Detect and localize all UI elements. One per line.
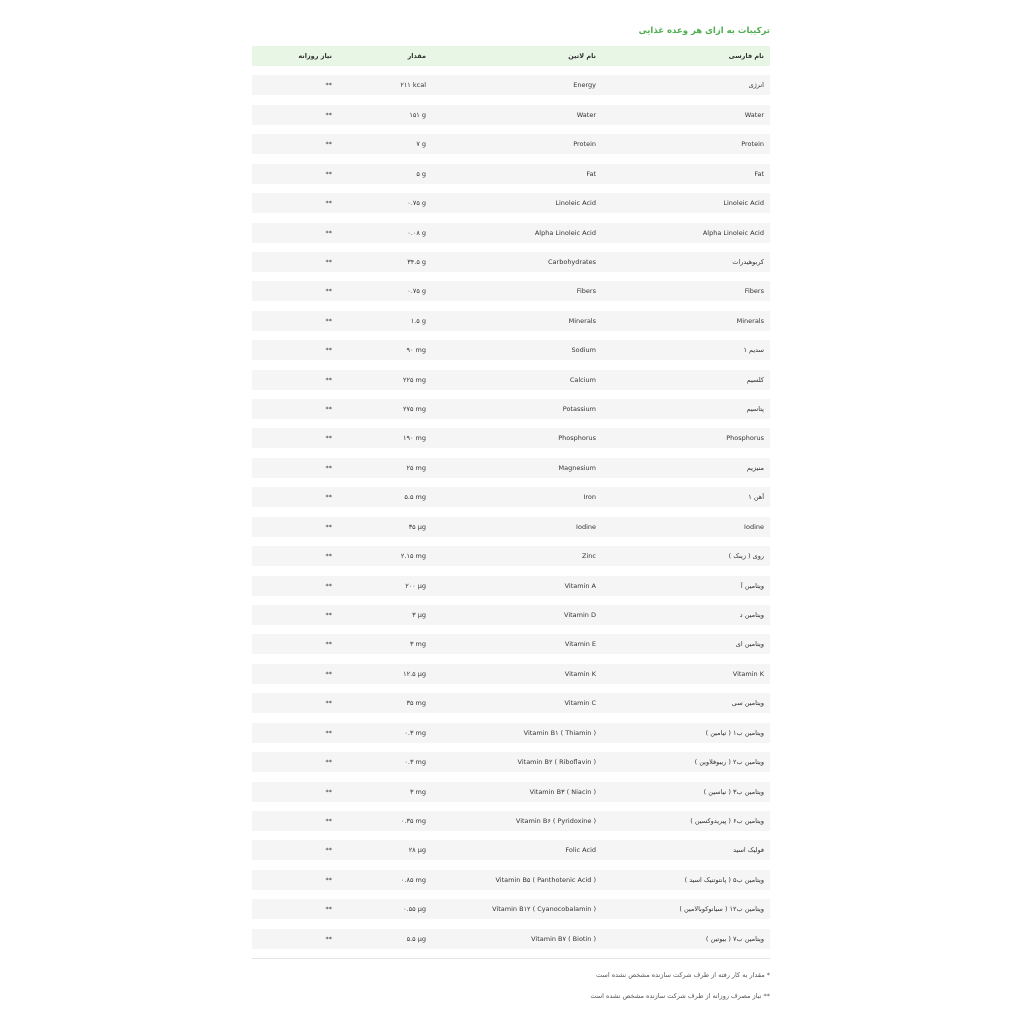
header-amount: مقدار: [407, 52, 426, 60]
cell-daily: **: [325, 846, 332, 855]
cell-latin: Folic Acid: [565, 846, 596, 855]
cell-daily: **: [325, 346, 332, 355]
table-row: [252, 487, 770, 507]
cell-latin: Vitamin K: [564, 669, 596, 678]
table-row: [252, 105, 770, 125]
table-row: [252, 399, 770, 419]
cell-latin: Vitamin E: [564, 640, 596, 649]
table-row: [252, 193, 770, 213]
cell-latin: Carbohydrates: [548, 257, 596, 266]
cell-amount: ۲۱۱ kcal: [400, 81, 426, 90]
cell-farsi: ویتامین ب۱ ( تیامین ): [705, 728, 764, 737]
table-row: [252, 664, 770, 684]
cell-farsi: منیزیم: [746, 463, 764, 472]
cell-farsi: Fibers: [744, 287, 764, 296]
footnote-single-star: * مقدار به کار رفته از طرف شرکت سازنده مشخص نشده است: [596, 970, 770, 979]
cell-daily: **: [325, 816, 332, 825]
table-row: [252, 811, 770, 831]
cell-latin: Vitamin B۱۲ ( Cyanocobalamin ): [492, 905, 596, 914]
cell-amount: ۲۲۵ mg: [403, 375, 426, 384]
cell-farsi: ویتامین آ: [740, 581, 764, 590]
cell-amount: ۲۰۰ µg: [405, 581, 426, 590]
cell-farsi: Fat: [754, 169, 764, 178]
cell-farsi: انرژی: [748, 81, 764, 90]
table-row: [252, 311, 770, 331]
cell-amount: ۲۵ mg: [406, 463, 426, 472]
cell-farsi: Linoleic Acid: [723, 199, 764, 208]
table-row: [252, 605, 770, 625]
cell-latin: Minerals: [568, 316, 596, 325]
cell-daily: **: [325, 81, 332, 90]
cell-daily: **: [325, 905, 332, 914]
cell-latin: Calcium: [569, 375, 596, 384]
table-row: [252, 517, 770, 537]
cell-daily: **: [325, 316, 332, 325]
table-body: [252, 75, 770, 948]
table-row: [252, 546, 770, 566]
table-row: [252, 840, 770, 860]
cell-farsi: فولیک اسید: [733, 846, 764, 855]
table-row: [252, 899, 770, 919]
cell-latin: Vitamin B۳ ( Niacin ): [529, 787, 596, 796]
cell-farsi: Phosphorus: [726, 434, 764, 443]
cell-latin: Energy: [573, 81, 596, 90]
cell-amount: ۳۵ mg: [406, 699, 426, 708]
table-header: [252, 46, 770, 66]
cell-latin: Vitamin B۲ ( Riboflavin ): [517, 758, 596, 767]
cell-farsi: Vitamin K: [732, 669, 764, 678]
cell-amount: ۱.۵ g: [410, 316, 426, 325]
cell-daily: **: [325, 493, 332, 502]
cell-farsi: Protein: [741, 140, 764, 149]
cell-amount: ۳ mg: [409, 787, 426, 796]
cell-latin: Protein: [573, 140, 596, 149]
table-row: [252, 340, 770, 360]
cell-amount: ۵ g: [416, 169, 426, 178]
cell-daily: **: [325, 257, 332, 266]
cell-farsi: کلسیم: [746, 375, 764, 384]
cell-daily: **: [325, 140, 332, 149]
cell-amount: ۰.۳ mg: [404, 728, 426, 737]
table-row: [252, 929, 770, 949]
cell-latin: Iron: [583, 493, 596, 502]
cell-latin: Fat: [586, 169, 596, 178]
cell-daily: **: [325, 169, 332, 178]
cell-amount: ۰.۷۵ g: [407, 287, 426, 296]
cell-amount: ۵.۵ mg: [404, 493, 426, 502]
cell-latin: Fibers: [576, 287, 596, 296]
cell-farsi: ویتامین ب۷ ( بیوتین ): [705, 934, 764, 943]
header-daily: نیاز روزانه: [298, 52, 332, 60]
cell-amount: ۱۵۱ g: [409, 110, 426, 119]
cell-amount: ۹۰ mg: [406, 346, 426, 355]
cell-amount: ۱۲.۵ µg: [403, 669, 426, 678]
cell-farsi: کربوهیدرات: [732, 257, 764, 266]
cell-daily: **: [325, 110, 332, 119]
cell-latin: Vitamin B۷ ( Biotin ): [531, 934, 596, 943]
table-row: [252, 634, 770, 654]
cell-daily: **: [325, 522, 332, 531]
table-row: [252, 428, 770, 448]
cell-amount: ۲۷۵ mg: [403, 405, 426, 414]
table-row: [252, 164, 770, 184]
cell-latin: Vitamin B۶ ( Pyridoxine ): [515, 816, 596, 825]
table-row: [252, 576, 770, 596]
cell-amount: ۰.۳۵ mg: [400, 816, 426, 825]
cell-farsi: ویتامین ب۲ ( ریبوفلاوین ): [694, 758, 764, 767]
cell-farsi: پتاسیم: [746, 405, 764, 414]
table-divider: [252, 958, 770, 959]
table-row: [252, 134, 770, 154]
cell-daily: **: [325, 434, 332, 443]
cell-daily: **: [325, 611, 332, 620]
cell-latin: Vitamin B۵ ( Panthotenic Acid ): [495, 875, 596, 884]
cell-farsi: Minerals: [736, 316, 764, 325]
cell-amount: ۷ g: [416, 140, 426, 149]
cell-daily: **: [325, 934, 332, 943]
table-row: [252, 870, 770, 890]
table-row: [252, 782, 770, 802]
table-row: [252, 75, 770, 95]
cell-farsi: Alpha Linoleic Acid: [702, 228, 764, 237]
cell-daily: **: [325, 728, 332, 737]
cell-latin: Phosphorus: [558, 434, 596, 443]
cell-daily: **: [325, 287, 332, 296]
table-row: [252, 458, 770, 478]
cell-farsi: Water: [744, 110, 764, 119]
cell-daily: **: [325, 758, 332, 767]
cell-latin: Iodine: [576, 522, 596, 531]
cell-latin: Linoleic Acid: [555, 199, 596, 208]
cell-daily: **: [325, 787, 332, 796]
cell-latin: Sodium: [571, 346, 596, 355]
table-row: [252, 723, 770, 743]
cell-latin: Vitamin B۱ ( Thiamin ): [523, 728, 596, 737]
cell-latin: Water: [576, 110, 596, 119]
cell-daily: **: [325, 405, 332, 414]
header-farsi: نام فارسی: [728, 52, 764, 60]
cell-amount: ۰.۸۵ mg: [400, 875, 426, 884]
cell-farsi: آهن ۱: [748, 493, 764, 502]
cell-amount: ۰.۷۵ g: [407, 199, 426, 208]
cell-farsi: ویتامین سی: [731, 699, 764, 708]
cell-amount: ۰.۵۵ µg: [403, 905, 426, 914]
table-row: [252, 752, 770, 772]
cell-daily: **: [325, 581, 332, 590]
table-row: [252, 693, 770, 713]
cell-farsi: ویتامین ای: [735, 640, 764, 649]
cell-daily: **: [325, 552, 332, 561]
cell-farsi: ویتامین ب۳ ( نیاسین ): [703, 787, 764, 796]
table-row: [252, 370, 770, 390]
section-title: ترکیبات به ازای هر وعده غذایی: [638, 26, 770, 36]
table-row: [252, 223, 770, 243]
cell-amount: ۳۴.۵ g: [407, 257, 426, 266]
header-latin: نام لاتین: [568, 52, 596, 60]
cell-amount: ۲.۱۵ mg: [400, 552, 426, 561]
cell-farsi: ویتامین د: [739, 611, 764, 620]
cell-daily: **: [325, 199, 332, 208]
cell-amount: ۳ mg: [409, 640, 426, 649]
cell-daily: **: [325, 640, 332, 649]
cell-latin: Zinc: [582, 552, 596, 561]
footnotes: [252, 969, 770, 1002]
cell-daily: **: [325, 463, 332, 472]
cell-latin: Potassium: [562, 405, 596, 414]
cell-latin: Vitamin D: [564, 611, 596, 620]
nutrition-panel: [252, 22, 770, 1011]
cell-latin: Alpha Linoleic Acid: [534, 228, 596, 237]
cell-amount: ۰.۳ mg: [404, 758, 426, 767]
cell-farsi: سدیم ۱: [743, 346, 764, 355]
cell-farsi: ویتامین ب۵ ( پانتوتنیک اسید ): [684, 875, 764, 884]
cell-amount: ۱۹۰ mg: [403, 434, 426, 443]
cell-farsi: ویتامین ب۶ ( پیریدوکسین ): [690, 816, 764, 825]
cell-farsi: ویتامین ب۱۲ ( سیانوکوبالامین ): [679, 905, 764, 914]
cell-amount: ۵.۵ µg: [406, 934, 426, 943]
footnote-double-star: ** نیاز مصرف روزانه از طرف شرکت سازنده مشخص نشده است: [590, 991, 770, 1000]
cell-amount: ۳۵ µg: [408, 522, 426, 531]
cell-daily: **: [325, 699, 332, 708]
cell-daily: **: [325, 228, 332, 237]
cell-amount: ۳ µg: [412, 611, 426, 620]
table-row: [252, 252, 770, 272]
cell-amount: ۲۸ µg: [408, 846, 426, 855]
cell-latin: Vitamin A: [564, 581, 596, 590]
cell-daily: **: [325, 669, 332, 678]
cell-amount: ۰.۰۸ g: [407, 228, 426, 237]
table-row: [252, 281, 770, 301]
cell-latin: Vitamin C: [564, 699, 596, 708]
cell-daily: **: [325, 375, 332, 384]
cell-farsi: روی ( زینک ): [728, 552, 764, 561]
cell-latin: Magnesium: [558, 463, 596, 472]
nutrition-table: [252, 46, 770, 949]
cell-daily: **: [325, 875, 332, 884]
cell-farsi: Iodine: [744, 522, 764, 531]
